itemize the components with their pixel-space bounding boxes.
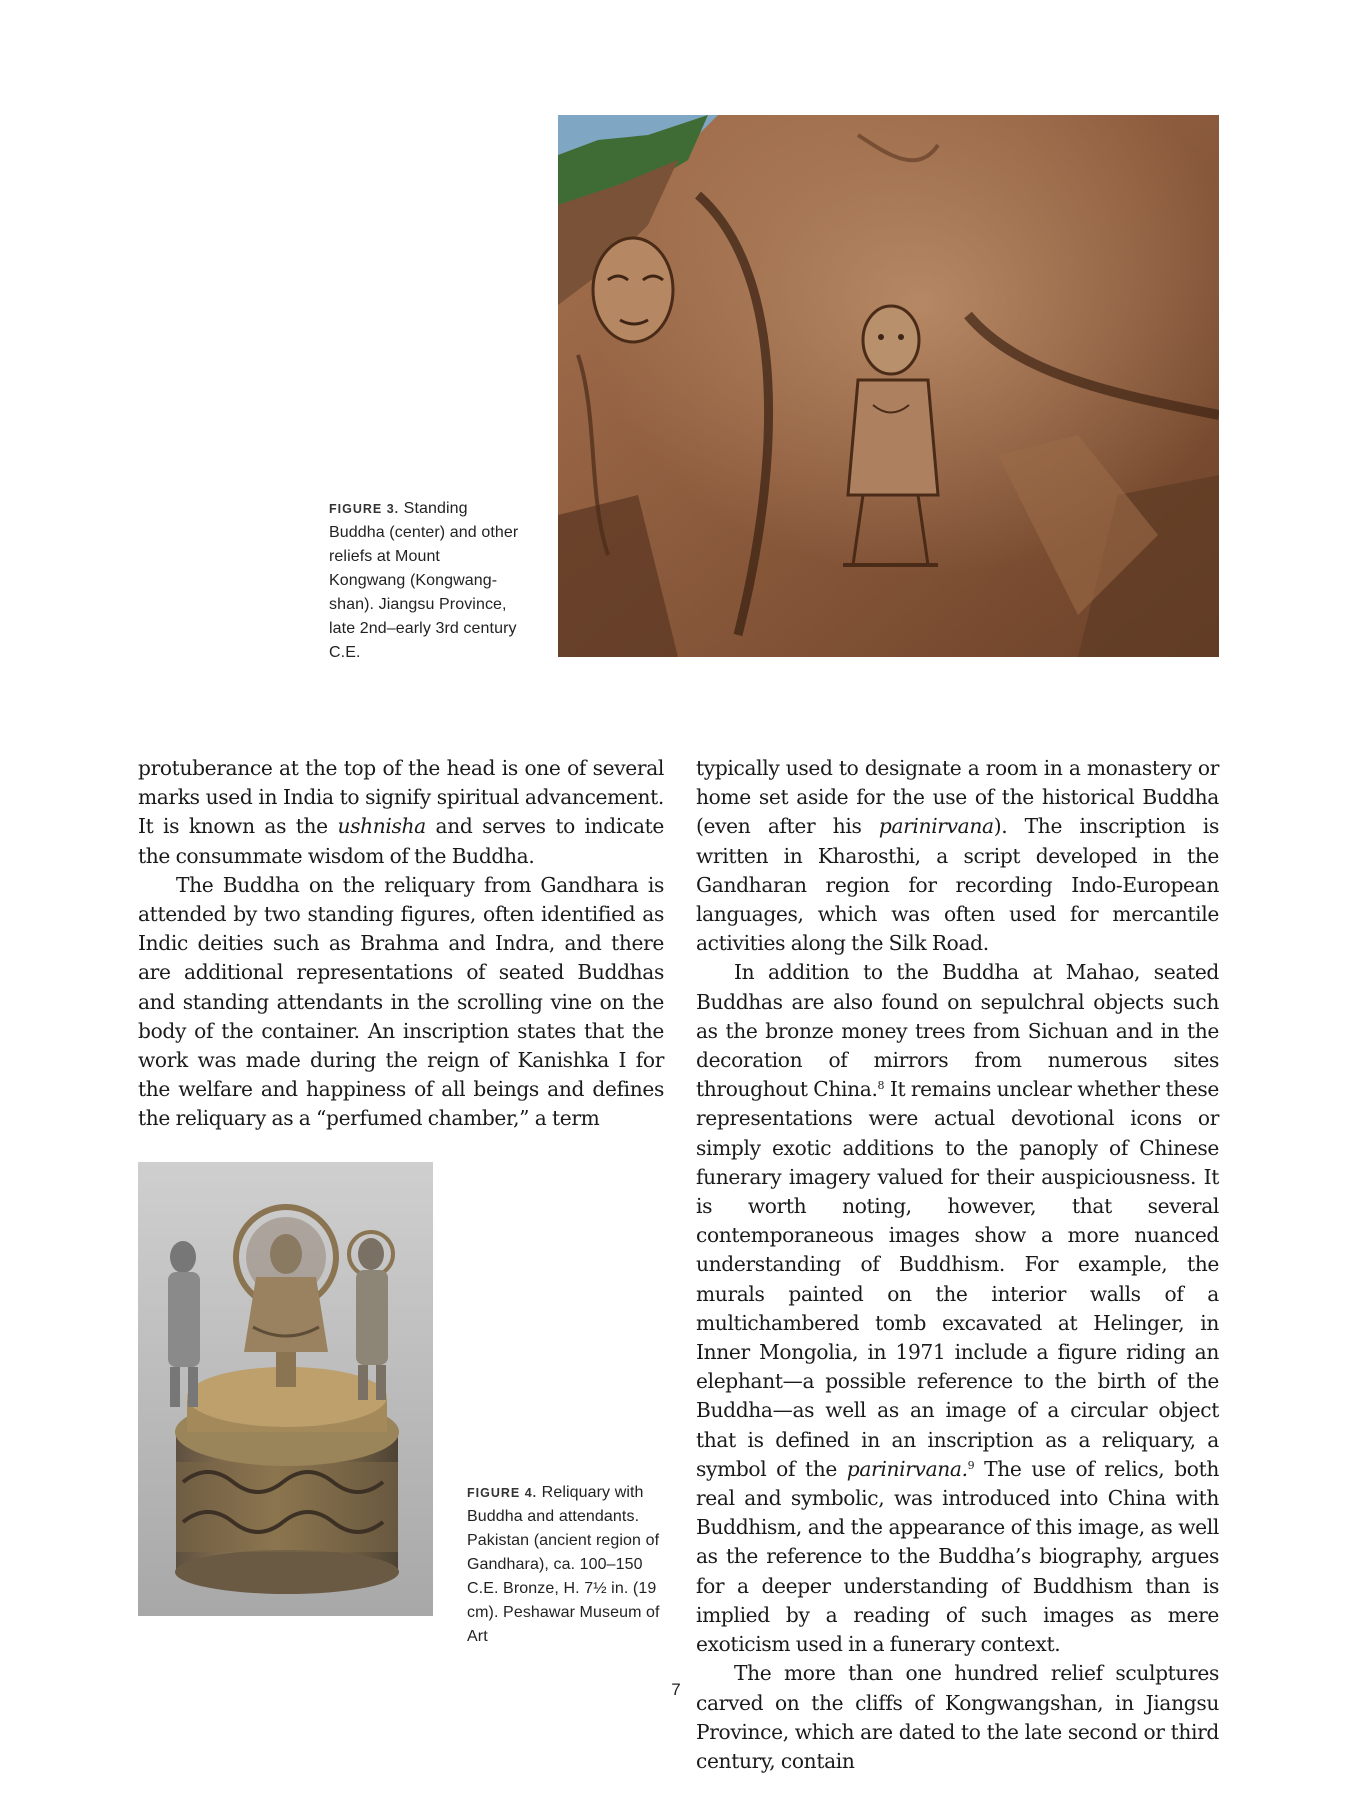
right-p2-text-c: The use of relics, both real and symbolic, was introduced into China with Buddhism, and the appearance of this image, as well as the reference to the Buddha’s biography, argues for a deeper understanding of Buddhism than is implied by a reading of such images as mere exoticism used in a funerary context.	[696, 1456, 1219, 1657]
footnote-marker-8[interactable]: 8	[877, 1079, 885, 1093]
figure-4-caption	[467, 1481, 677, 1649]
left-column-text	[138, 754, 664, 1134]
right-p1-text-b: ). The inscription is written in Kharosthi, a script developed in the Gandharan region for recording Indo-European languages, which was often used for mercantile activities along the Silk Road.	[696, 814, 1219, 956]
left-p1-text-b: and serves to indicate the consummate wisdom of the Buddha.	[138, 814, 664, 868]
figure-4-photo	[138, 1162, 433, 1616]
left-p1-text-a: protuberance at the top of the head is one of several marks used in India to signify spiritual advancement. It is known as the	[138, 756, 664, 839]
reliquary-image	[138, 1162, 433, 1616]
right-paragraph-1	[696, 754, 1219, 958]
figure-4-caption-text: Reliquary with Buddha and attendants. Pakistan (ancient region of Gandhara), ca. 100–150 C.E. Bronze, H. 7½ in. (19 cm). Peshawar Museum of Art	[467, 1484, 660, 1645]
right-p1-text-a: typically used to designate a room in a monastery or home set aside for the use of the historical Buddha (even after his	[696, 756, 1219, 839]
footnote-marker-9[interactable]: 9	[967, 1458, 975, 1472]
left-paragraph-1	[138, 754, 664, 871]
left-paragraph-2: The Buddha on the reliquary from Gandhara is attended by two standing figures, often identified as Indic deities such as Brahma and Indra, and there are additional representations of seated Buddhas and standing attendants in the scrolling vine on the body of the container. An inscription states that the work was made during the reign of Kanishka I for the welfare and happiness of all beings and defines the reliquary as a “perfumed chamber,” a term	[138, 872, 664, 1131]
right-paragraph-3: The more than one hundred relief sculptures carved on the cliffs of Kongwangshan, in Jiangsu Province, which are dated to the late second or third century, contain	[696, 1661, 1219, 1773]
right-column-text	[696, 754, 1219, 1776]
figure-3-caption	[329, 497, 519, 665]
right-p2-text-b: It remains unclear whether these representations were actual devotional icons or simply exotic additions to the panoply of Chinese funerary imagery valued for their auspiciousness. It is worth noting, however, that several contemporaneous images show a more nuanced understanding of Buddhism. For example, the murals painted on the interior walls of a multichambered tomb excavated at Helinger, in Inner Mongolia, in 1971 include a figure riding an elephant—a possible reference to the birth of the Buddha—as well as an image of a circular object that is defined in an inscription as a reliquary, a symbol of the	[696, 1077, 1219, 1481]
left-p1-italic-term: ushnisha	[337, 814, 426, 839]
figure-3-label: FIGURE 3.	[329, 502, 400, 516]
figure-4-label: FIGURE 4.	[467, 1486, 538, 1500]
page-number: 7	[671, 1680, 681, 1699]
right-paragraph-2	[696, 958, 1219, 1659]
right-p2-text-a: In addition to the Buddha at Mahao, seated Buddhas are also found on sepulchral objects such as the bronze money trees from Sichuan and in the decoration of mirrors from numerous sites throughout China.	[696, 960, 1219, 1102]
figure-3-photo	[558, 115, 1219, 657]
figure-3-caption-text: Standing Buddha (center) and other reliefs at Mount Kongwang (Kongwang-shan). Jiangsu Province, late 2nd–early 3rd century C.E.	[329, 500, 519, 661]
rock-relief-image	[558, 115, 1219, 657]
right-p1-italic-term: parinirvana	[878, 814, 994, 839]
right-p2-italic-term: parinirvana.	[846, 1456, 968, 1481]
